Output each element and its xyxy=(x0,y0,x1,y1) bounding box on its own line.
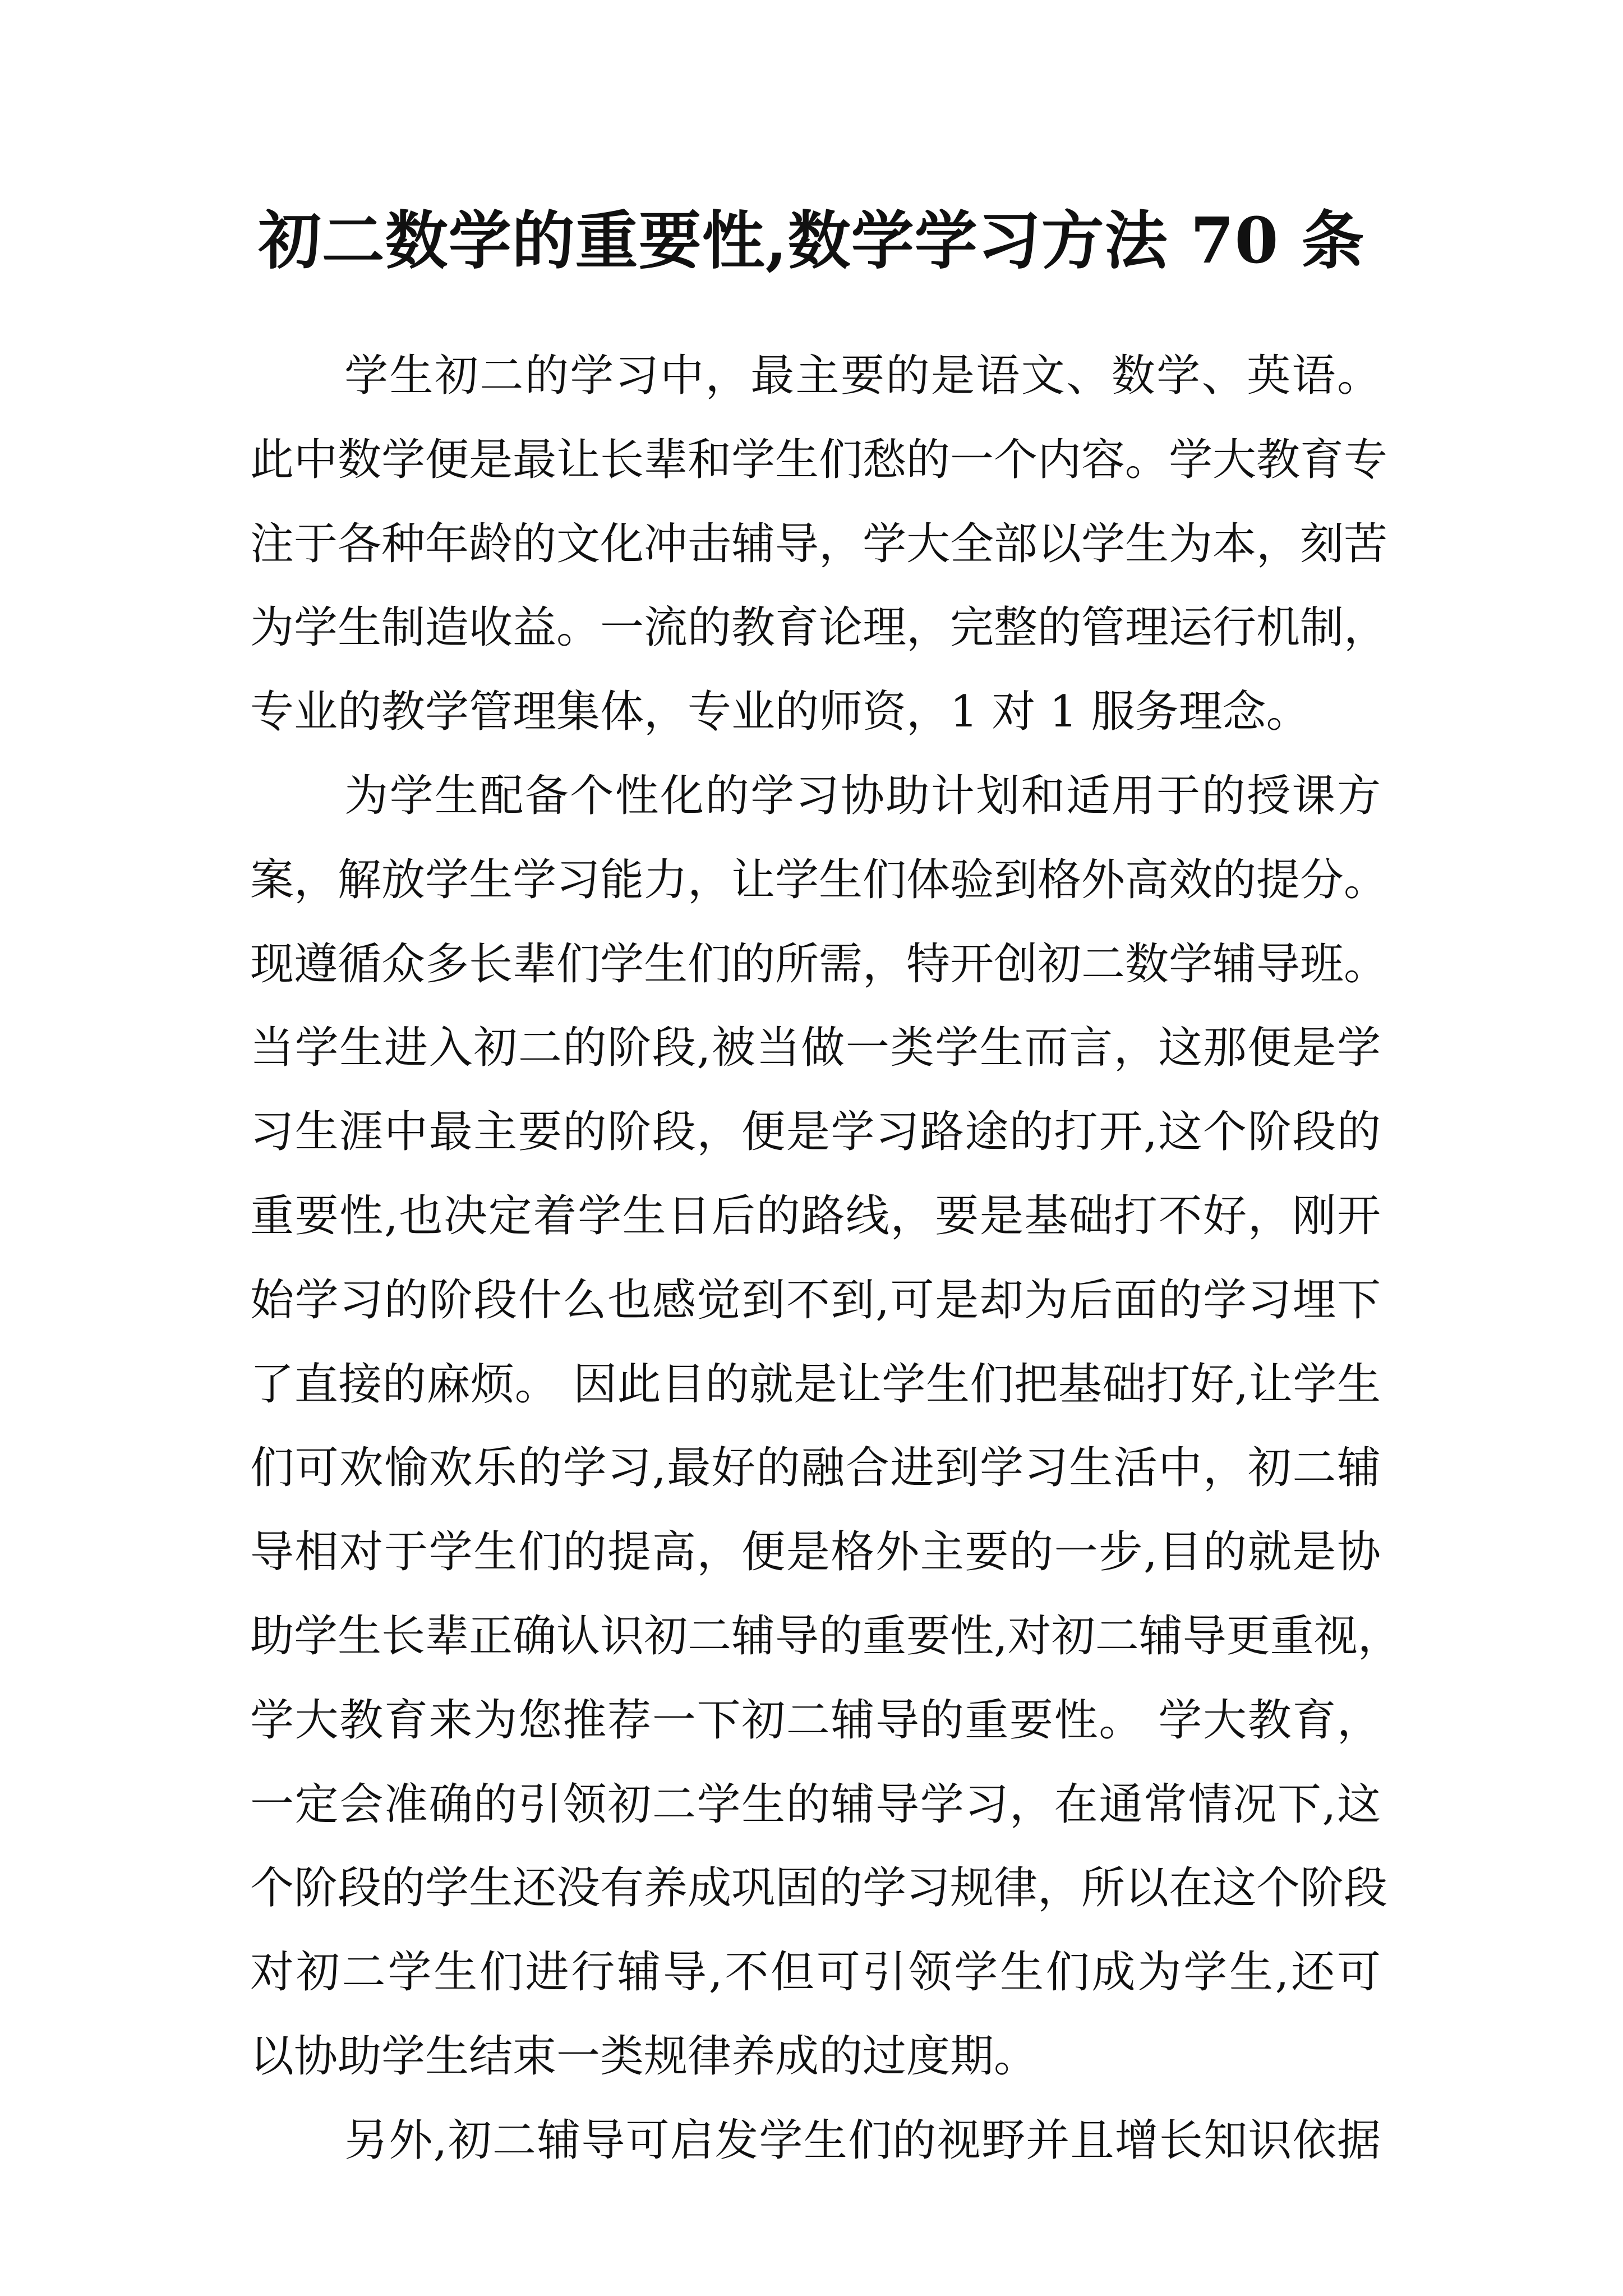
text-line: 助学生长辈正确认识初二辅导的重要性,对初二辅导更重视， xyxy=(250,1611,1401,1662)
text-line: 导相对于学生们的提高，便是格外主要的一步,目的就是协 xyxy=(250,1527,1381,1578)
text-line: 专业的教学管理集体，专业的师资，1 对 1 服务理念。 xyxy=(250,687,1310,738)
text-line: 此中数学便是最让长辈和学生们愁的一个内容。学大教育专 xyxy=(250,434,1388,485)
text-line: 始学习的阶段什么也感觉到不到,可是却为后面的学习埋下 xyxy=(250,1274,1381,1326)
text-line: 们可欢愉欢乐的学习,最好的融合进到学习生活中，初二辅 xyxy=(250,1443,1381,1494)
text-line: 个阶段的学生还没有养成巩固的学习规律，所以在这个阶段 xyxy=(250,1863,1388,1914)
text-line: 案，解放学生学习能力，让学生们体验到格外高效的提分。 xyxy=(250,854,1388,905)
text-line: 习生涯中最主要的阶段，便是学习路途的打开,这个阶段的 xyxy=(250,1107,1381,1158)
document-title: 初二数学的重要性,数学学习方法 70 条 xyxy=(258,204,1365,278)
text-line: 为学生制造收益。一流的教育论理，完整的管理运行机制， xyxy=(250,602,1388,654)
text-line: 了直接的麻烦。 因此目的就是让学生们把基础打好,让学生 xyxy=(250,1359,1381,1410)
text-line: 以协助学生结束一类规律养成的过度期。 xyxy=(250,2031,1038,2082)
text-line: 重要性,也决定着学生日后的路线，要是基础打不好，刚开 xyxy=(250,1190,1381,1241)
text-line: 一定会准确的引领初二学生的辅导学习，在通常情况下,这 xyxy=(250,1779,1381,1830)
text-line: 学大教育来为您推荐一下初二辅导的重要性。 学大教育， xyxy=(250,1695,1381,1746)
text-line: 另外,初二辅导可启发学生们的视野并且增长知识依据 xyxy=(344,2115,1381,2166)
text-line: 当学生进入初二的阶段,被当做一类学生而言，这那便是学 xyxy=(250,1023,1381,1074)
text-line: 为学生配备个性化的学习协助计划和适用于的授课方 xyxy=(344,770,1381,821)
document-body xyxy=(250,334,1401,2183)
text-line: 学生初二的学习中，最主要的是语文、数学、英语。 xyxy=(344,351,1381,401)
text-line: 注于各种年龄的文化冲击辅导，学大全部以学生为本，刻苦 xyxy=(250,518,1388,569)
text-line: 对初二学生们进行辅导,不但可引领学生们成为学生,还可 xyxy=(250,1947,1381,1998)
text-line: 现遵循众多长辈们学生们的所需，特开创初二数学辅导班。 xyxy=(250,938,1388,990)
